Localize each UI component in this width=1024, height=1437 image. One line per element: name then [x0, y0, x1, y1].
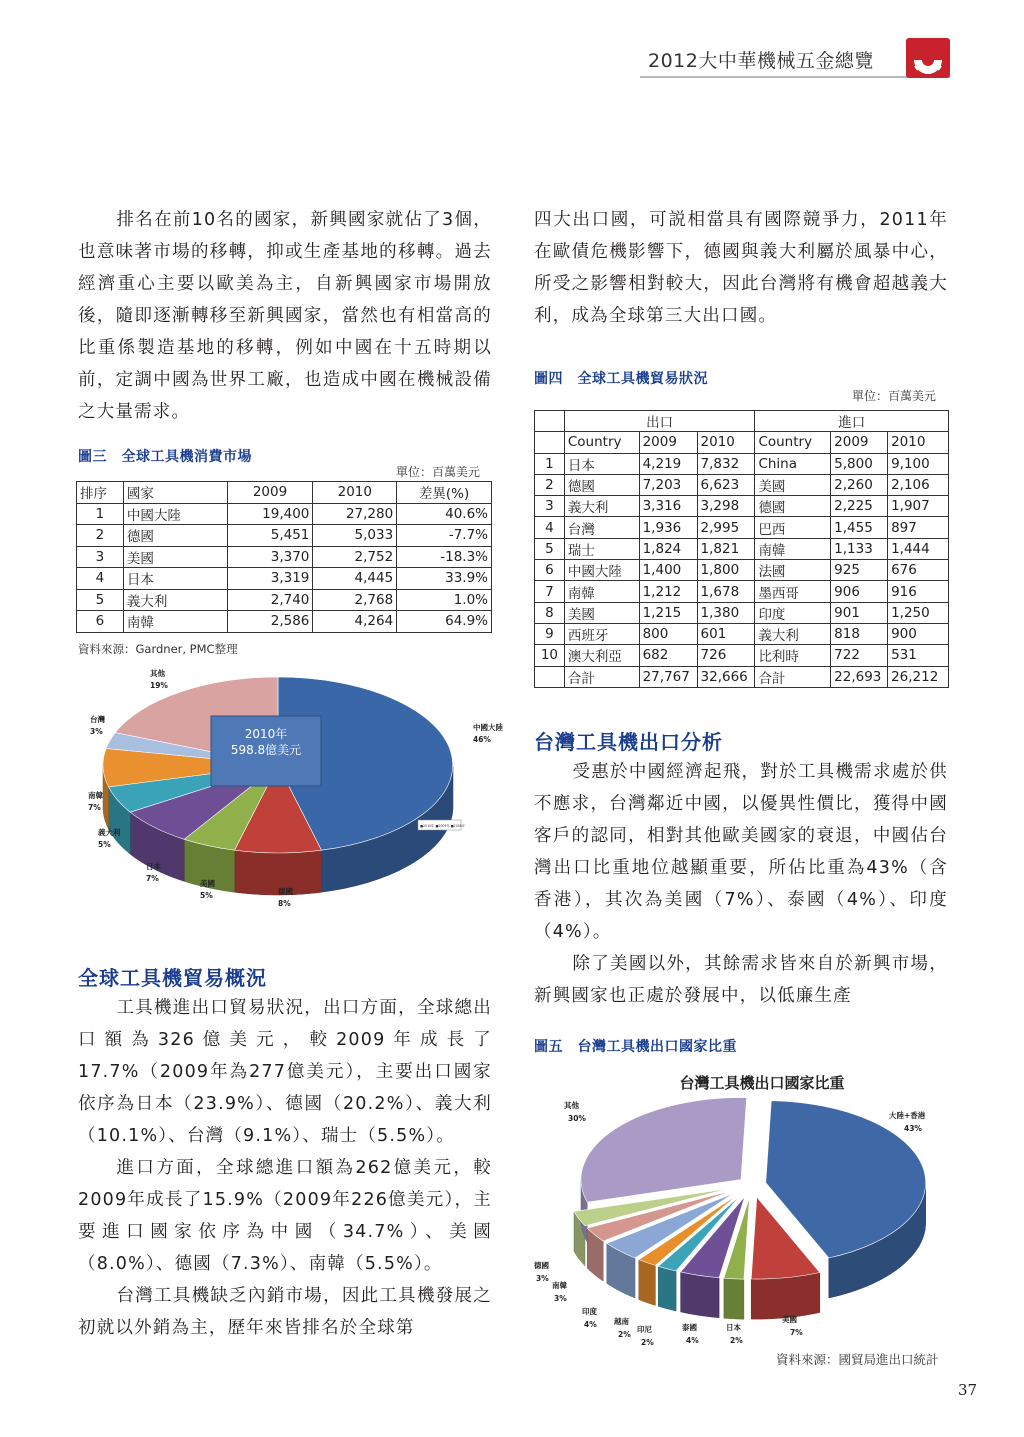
table-cell: 33.9% — [397, 568, 492, 590]
table-cell: 601 — [697, 623, 755, 644]
pie-pct-label: 5% — [200, 891, 213, 900]
pie-slice-side — [751, 1273, 820, 1320]
table-cell: 10 — [535, 645, 565, 666]
table-row — [77, 568, 492, 590]
table-cell: 1,678 — [697, 581, 755, 602]
table-cell: 合計 — [564, 666, 639, 687]
pie2-pct-label: 3% — [554, 1294, 567, 1303]
table-cell: 40.6% — [397, 503, 492, 525]
table-cell: 906 — [831, 581, 888, 602]
table-cell: 義大利 — [755, 623, 831, 644]
table-header-cell: Country — [564, 432, 639, 453]
pie-chart-consumption — [78, 662, 503, 920]
fig4-caption: 圖四 全球工具機貿易狀況 — [534, 371, 708, 387]
pie-label: 中國大陸 — [473, 723, 503, 732]
table-cell: 2,768 — [313, 589, 397, 611]
table-cell: 1,936 — [639, 517, 697, 538]
table-header-cell: 2010 — [313, 482, 397, 504]
table-cell: 1,400 — [639, 560, 697, 581]
table-row — [77, 589, 492, 611]
paragraph-text: 除了美國以外，其餘需求皆來自於新興市場，新興國家也正處於發展中，以低廉生產 — [534, 954, 948, 1006]
table-row — [535, 560, 949, 581]
table-header-cell: 2009 — [831, 432, 888, 453]
table-row — [535, 453, 949, 474]
paragraph-text: 進口方面，全球總進口額為262億美元，較2009年成長了15.9%（2009年226億美元），主要進口國家依序為中國（34.7%）、美國（8.0%）、德國（7.3%）、南韓（5.5%）。 — [78, 1158, 492, 1274]
gear-logo-icon — [906, 38, 950, 78]
pie2-label: 日本 — [726, 1323, 741, 1332]
table-cell: 1,444 — [888, 538, 949, 559]
table-cell: 7 — [535, 581, 565, 602]
fig5-caption: 圖五 台灣工具機出口國家比重 — [534, 1039, 737, 1055]
table-cell: 2,106 — [888, 474, 949, 495]
table-header-cell: 2010 — [888, 432, 949, 453]
table-row — [535, 538, 949, 559]
table-cell: 2,586 — [227, 611, 313, 633]
left-top-paragraph — [78, 204, 492, 428]
pie-label: 義大利 — [98, 828, 121, 837]
table-cell: 墨西哥 — [755, 581, 831, 602]
pie2-pct-label: 7% — [790, 1328, 803, 1337]
table-header-cell: 2010 — [697, 432, 755, 453]
table-header-cell: 2009 — [639, 432, 697, 453]
table-cell — [535, 666, 565, 687]
table-cell: 台灣 — [564, 517, 639, 538]
table-cell: 南韓 — [123, 611, 227, 633]
pie2-label: 美國 — [782, 1315, 797, 1324]
pie2-label: 印度 — [582, 1307, 597, 1316]
table-cell: 5 — [77, 589, 124, 611]
table-cell: 726 — [697, 645, 755, 666]
table-cell: 1,212 — [639, 581, 697, 602]
pie2-label: 德國 — [534, 1261, 549, 1270]
table-cell: 1 — [535, 453, 565, 474]
pie2-pct-label: 4% — [686, 1336, 699, 1345]
pie-slice-side — [724, 1278, 744, 1319]
table-cell: 南韓 — [755, 538, 831, 559]
table-cell: 5,800 — [831, 453, 888, 474]
table-cell: 916 — [888, 581, 949, 602]
table-cell: 5 — [535, 538, 565, 559]
pie-pct-label: 8% — [278, 899, 291, 908]
right-top-paragraph — [534, 204, 948, 332]
table-cell: 32,666 — [697, 666, 755, 687]
table-cell: 682 — [639, 645, 697, 666]
table-cell: 3,316 — [639, 496, 697, 517]
table-cell: 7,203 — [639, 474, 697, 495]
pie-label: 其他 — [150, 669, 165, 678]
table-header-cell: 國家 — [123, 482, 227, 504]
table-cell: 2,995 — [697, 517, 755, 538]
pie2-pct-label: 43% — [904, 1124, 922, 1133]
pie-slice-其他 — [581, 1098, 747, 1203]
table-cell: 印度 — [755, 602, 831, 623]
table-cell: 南韓 — [564, 581, 639, 602]
fig4-table-body — [535, 453, 949, 687]
pie-label: 美國 — [200, 879, 215, 888]
running-header — [640, 42, 950, 78]
pie-label: 德國 — [278, 887, 293, 896]
pie2-label: 大陸+香港 — [889, 1111, 926, 1120]
paragraph-text: 受惠於中國經濟起飛，對於工具機需求處於供不應求，台灣鄰近中國，以優異性價比，獲得中國客戶的認同，相對其他歐美國家的衰退，中國佔台灣出口比重地位越顯重要，所佔比重為43%（含香港），其次為美國（7%）、泰國（4%）、印度（4%）。 — [534, 762, 948, 942]
pie-legend-text: ■2010年 ■2009年 ■2008年 — [420, 824, 465, 828]
table-cell: 澳大利亞 — [564, 645, 639, 666]
header-title: 2012大中華機械五金總覽 — [648, 50, 874, 72]
table-header-cell: 排序 — [77, 482, 124, 504]
pie-pct-label: 19% — [150, 681, 168, 690]
table-cell: 4 — [77, 568, 124, 590]
fig3-unit: 單位：百萬美元 — [396, 465, 481, 479]
pie-pct-label: 7% — [88, 803, 101, 812]
table-row — [77, 503, 492, 525]
table-row — [535, 496, 949, 517]
pie-slice-side — [658, 1266, 676, 1311]
table-row — [77, 546, 492, 568]
table-cell: 1,824 — [639, 538, 697, 559]
pie2-label: 越南 — [614, 1317, 629, 1326]
table-cell: 美國 — [123, 546, 227, 568]
table-header-cell: Country — [755, 432, 831, 453]
table-cell: 800 — [639, 623, 697, 644]
table-cell: 8 — [535, 602, 565, 623]
table-cell: 合計 — [755, 666, 831, 687]
left-bottom-paragraphs — [78, 992, 492, 1344]
table-cell: 9 — [535, 623, 565, 644]
table-cell: 1,250 — [888, 602, 949, 623]
pie2-label: 其他 — [564, 1101, 579, 1110]
table-cell: 5,033 — [313, 525, 397, 547]
table-group-import: 進口 — [755, 411, 949, 432]
table-row — [535, 645, 949, 666]
fig5-source: 資料來源：國貿局進出口統計 — [776, 1352, 939, 1367]
table-cell: 1,215 — [639, 602, 697, 623]
table-row — [77, 525, 492, 547]
section-title-taiwan-export: 台灣工具機出口分析 — [534, 730, 723, 754]
table-cell: 22,693 — [831, 666, 888, 687]
fig3-source: 資料來源：Gardner, PMC整理 — [78, 642, 238, 656]
table-header-row — [535, 432, 949, 453]
pie2-pct-label: 2% — [618, 1330, 631, 1339]
pie-pct-label: 3% — [90, 727, 103, 736]
table-cell: 6 — [535, 560, 565, 581]
table-cell: 美國 — [564, 602, 639, 623]
paragraph-text: 四大出口國，可説相當具有國際競爭力，2011年在歐債危機影響下，德國與義大利屬於風暴中心，所受之影響相對較大，因此台灣將有機會超越義大利，成為全球第三大出口國。 — [534, 210, 948, 326]
table-cell: 818 — [831, 623, 888, 644]
paragraph-text: 工具機進出口貿易狀況，出口方面，全球總出口額為326億美元，較2009年成長了17.7%（2009年為277億美元），主要出口國家依序為日本（23.9%）、德國（20.2%）、義大利（10.1%）、台灣（9.1%）、瑞士（5.5%）。 — [78, 998, 492, 1146]
table-cell: 比利時 — [755, 645, 831, 666]
page-number: 37 — [958, 1381, 978, 1399]
table-cell: 1,907 — [888, 496, 949, 517]
pie-label: 日本 — [146, 862, 161, 871]
table-cell: 2,260 — [831, 474, 888, 495]
table-cell: 897 — [888, 517, 949, 538]
table-row — [535, 666, 949, 687]
table-cell: 2 — [535, 474, 565, 495]
table-cell: 義大利 — [564, 496, 639, 517]
table-cell: 531 — [888, 645, 949, 666]
pie2-label: 南韓 — [552, 1281, 567, 1290]
table-cell: 1,133 — [831, 538, 888, 559]
table-cell: 德國 — [755, 496, 831, 517]
table-cell: 1,800 — [697, 560, 755, 581]
table-cell: 4,264 — [313, 611, 397, 633]
table-row — [77, 611, 492, 633]
table-cell: 900 — [888, 623, 949, 644]
table-cell: 925 — [831, 560, 888, 581]
table-header-cell: 差異(%) — [397, 482, 492, 504]
table-row — [535, 517, 949, 538]
fig4-table — [534, 410, 949, 688]
pie-chart-taiwan-export — [534, 1064, 950, 1354]
table-cell: 1,821 — [697, 538, 755, 559]
table-cell: China — [755, 453, 831, 474]
table-cell: -18.3% — [397, 546, 492, 568]
pie2-label: 泰國 — [682, 1323, 697, 1332]
table-cell: 2,752 — [313, 546, 397, 568]
table-cell: 2,225 — [831, 496, 888, 517]
table-cell: 6 — [77, 611, 124, 633]
pie2-pct-label: 2% — [730, 1336, 743, 1345]
table-cell: 日本 — [123, 568, 227, 590]
table-cell: -7.7% — [397, 525, 492, 547]
table-cell: 5,451 — [227, 525, 313, 547]
table-cell: 3,370 — [227, 546, 313, 568]
pie-pct-label: 5% — [98, 840, 111, 849]
table-cell: 法國 — [755, 560, 831, 581]
table-cell: 1,455 — [831, 517, 888, 538]
paragraph-text: 台灣工具機缺乏內銷市場，因此工具機發展之初就以外銷為主，歷年來皆排名於全球第 — [78, 1286, 492, 1338]
table-cell: 4 — [535, 517, 565, 538]
pie2-label: 印尼 — [637, 1325, 652, 1334]
fig4-unit: 單位：百萬美元 — [852, 389, 937, 403]
table-cell: 3,319 — [227, 568, 313, 590]
pie2-pct-label: 4% — [584, 1320, 597, 1329]
section-title-trade: 全球工具機貿易概況 — [78, 966, 267, 990]
pie-label: 台灣 — [90, 715, 105, 724]
table-cell: 日本 — [564, 453, 639, 474]
table-cell: 3,298 — [697, 496, 755, 517]
table-cell: 7,832 — [697, 453, 755, 474]
pie2-title: 台灣工具機出口國家比重 — [679, 1074, 845, 1092]
table-cell: 2,740 — [227, 589, 313, 611]
table-header-row — [77, 482, 492, 504]
fig3-table — [76, 481, 492, 633]
table-cell: 義大利 — [123, 589, 227, 611]
table-cell: 4,219 — [639, 453, 697, 474]
table-cell: 美國 — [755, 474, 831, 495]
table-row — [535, 623, 949, 644]
table-row — [535, 581, 949, 602]
table-cell: 6,623 — [697, 474, 755, 495]
table-cell: 巴西 — [755, 517, 831, 538]
table-row — [535, 602, 949, 623]
table-cell: 德國 — [564, 474, 639, 495]
pie2-pct-label: 3% — [536, 1274, 549, 1283]
table-cell: 9,100 — [888, 453, 949, 474]
pie-center-label: 2010年 — [244, 727, 288, 741]
table-group-row — [535, 411, 949, 432]
table-cell: 19,400 — [227, 503, 313, 525]
table-cell: 德國 — [123, 525, 227, 547]
right-mid-paragraphs — [534, 756, 948, 1012]
table-row — [535, 474, 949, 495]
table-cell: 27,280 — [313, 503, 397, 525]
pie-center-label: 598.8億美元 — [230, 743, 302, 757]
table-cell: 676 — [888, 560, 949, 581]
pie2-pct-label: 30% — [568, 1114, 586, 1123]
table-cell: 2 — [77, 525, 124, 547]
table-cell: 瑞士 — [564, 538, 639, 559]
table-cell: 1 — [77, 503, 124, 525]
paragraph-text: 排名在前10名的國家，新興國家就佔了3個，也意味著市場的移轉，抑或生產基地的移轉。過去經濟重心主要以歐美為主，自新興國家市場開放後，隨即逐漸轉移至新興國家，當然也有相當高的比重係製造基地的移轉，例如中國在十五時期以前，定調中國為世界工廠，也造成中國在機械設備之大量需求。 — [78, 210, 492, 422]
pie-label: 南韓 — [88, 791, 103, 800]
fig3-caption: 圖三 全球工具機消費市場 — [78, 449, 252, 465]
table-cell: 西班牙 — [564, 623, 639, 644]
table-cell — [535, 411, 565, 432]
pie-slice-side — [681, 1272, 720, 1318]
table-cell: 4,445 — [313, 568, 397, 590]
table-cell: 3 — [535, 496, 565, 517]
table-cell: 64.9% — [397, 611, 492, 633]
table-cell: 901 — [831, 602, 888, 623]
pie-slice-side — [639, 1260, 656, 1306]
pie-pct-label: 7% — [146, 874, 159, 883]
table-cell: 27,767 — [639, 666, 697, 687]
table-cell: 26,212 — [888, 666, 949, 687]
table-cell: 3 — [77, 546, 124, 568]
table-cell: 1,380 — [697, 602, 755, 623]
table-cell: 1.0% — [397, 589, 492, 611]
table-group-export: 出口 — [564, 411, 755, 432]
table-cell: 中國大陸 — [123, 503, 227, 525]
table-cell: 722 — [831, 645, 888, 666]
table-header-cell: 2009 — [227, 482, 313, 504]
table-cell: 中國大陸 — [564, 560, 639, 581]
table-cell — [535, 432, 565, 453]
pie-pct-label: 46% — [473, 735, 491, 744]
pie2-pct-label: 2% — [641, 1338, 654, 1347]
